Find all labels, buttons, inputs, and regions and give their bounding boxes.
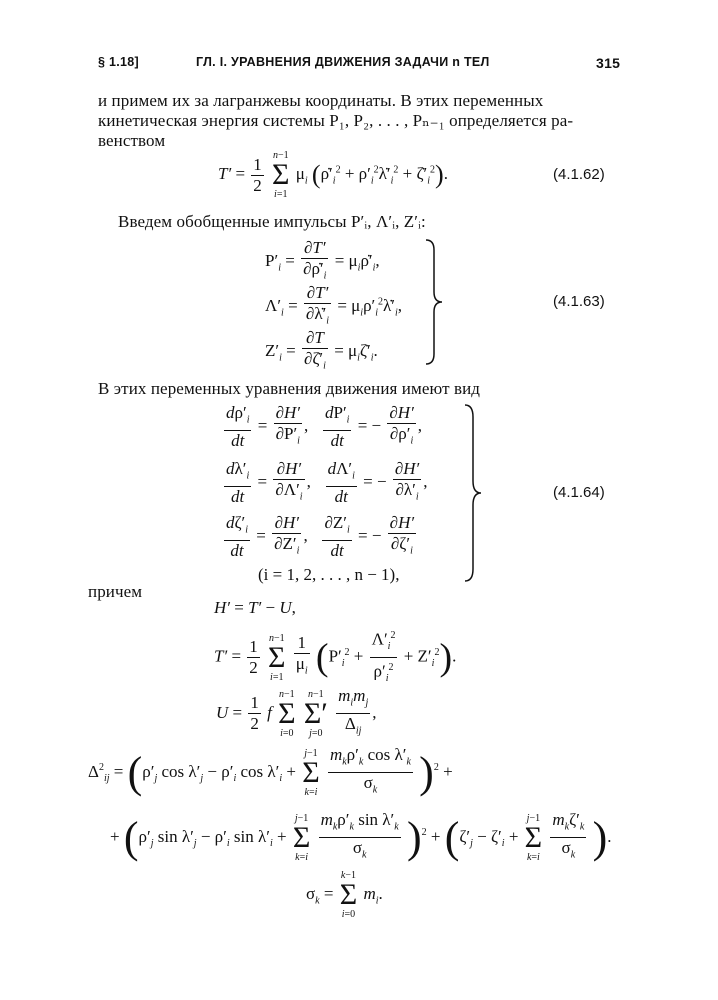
equation-motion-lambda: $\frac{d\lambda'_i}{dt}$ = $\frac{\partial H'}{\partial\Lambda'_i}$ , $\frac{d\Lambda'_i}{dt}$ = − $\frac{\partial H'}{\partial\lambda'_i}$ , [226,459,428,507]
paragraph-line: В этих переменных уравнения движения имеют вид [98,379,481,398]
right-brace [463,403,483,583]
paragraph-word: причем [88,582,143,601]
paragraph-line: кинетическая энергия системы P₁, P₂, . . . , Pₙ₋₁ определяется ра- [98,111,574,130]
page-number: 315 [596,55,621,71]
equation-momentum-zeta: $Z'_i$ = $\frac{\partial T}{\partial\zetȧ'_i}$ = $\mu_i\zetȧ'_i$. [265,328,378,372]
section-reference: § 1.18] [98,55,140,69]
equation-distance-squared-continued: + ($\rho'_j$ $\sin \lambda'_j - \rho'_i$ $\sin \lambda'_i$ + j−1 Σ k=i $\frac{m_k\rho'_k \sin \lambda'_k}{\sigma_k}$ )$^2 + (\zeta'_j - \zeta'_i$ + j−1 Σ k=i $\frac{m_k\zeta'_k}{\sigma_k}$ ). [110,810,612,863]
equation-distance-squared: $\Delta^2_{ij} = (\rho'_j$ $\cos \lambda'_j - \rho'_i$ $\cos \lambda'_i$ + j−1 Σ k=i $\frac{m_k\rho'_k \cos \lambda'_k}{\sigma_k}$ )$^2$ + [88,745,453,798]
equation-momentum-rho: $P'_i$ = $\frac{\partial T'}{\partial\rhȯ'_i}$ = $\mu_i\rhȯ'_i$, [265,238,380,282]
equation-motion-rho: $\frac{d\rho'_i}{dt}$ = $\frac{\partial H'}{\partial P'_i}$ , $\frac{dP'_i}{dt}$ = − $\frac{\partial H'}{\partial\rho'_i}$ , [226,403,423,451]
paragraph-line: Введем обобщенные импульсы P′ᵢ, Λ′ᵢ, Z′ᵢ: [118,212,426,231]
equation-momentum-lambda: $\Lambda'_i$ = $\frac{\partial T'}{\partial\lambdȧ'_i}$ = $\mu_i\rho'_i^2\lambdȧ'_i$, [265,283,403,327]
equation-sigma: $\sigma_k$ = k−1 Σ i=0 $m_i$. [306,870,383,920]
equation-number: (4.1.62) [553,166,605,183]
equation-number: (4.1.64) [553,484,605,501]
equation-hamiltonian: H′ = T′ − U, [214,598,296,617]
paragraph-line: венством [98,131,166,150]
equation-kinetic-energy: T′ = $\frac{1}{2}$ n−1 Σ i=1 $\mu_i$ ($\rhȯ'_i^2$ + $\rho'_i^2\lambdȧ'_i^2$ + $\zetȧ'_i^2$). [218,150,448,200]
equation-number: (4.1.63) [553,293,605,310]
paragraph-line: и примем их за лагранжевы координаты. В этих переменных [98,91,544,110]
equation-motion-zeta: $\frac{d\zeta'_i}{dt}$ = $\frac{\partial H'}{\partial Z'_i}$ , $\frac{\partial Z'_i}{dt}$ = − $\frac{\partial H'}{\partial\zeta'_i}$ [226,513,415,561]
equation-kinetic-energy-momenta: T′ = $\frac{1}{2}$ n−1 Σ i=1 $\frac{1}{\mu_i}$ ($P'_i^2$ + $\frac{\Lambda'_i^2}{\rho'_i^2}$ + $Z'_i^2$). [214,626,456,689]
equation-potential: U = $\frac{1}{2}$ f n−1 Σ i=0 n−1 Σ′ j=0 $\frac{m_im_j}{\Delta_{ij}}$ , [216,686,377,739]
index-range: (i = 1, 2, . . . , n − 1), [258,565,400,584]
right-brace [424,238,444,366]
running-title: ГЛ. I. УРАВНЕНИЯ ДВИЖЕНИЯ ЗАДАЧИ n ТЕЛ [196,55,490,69]
